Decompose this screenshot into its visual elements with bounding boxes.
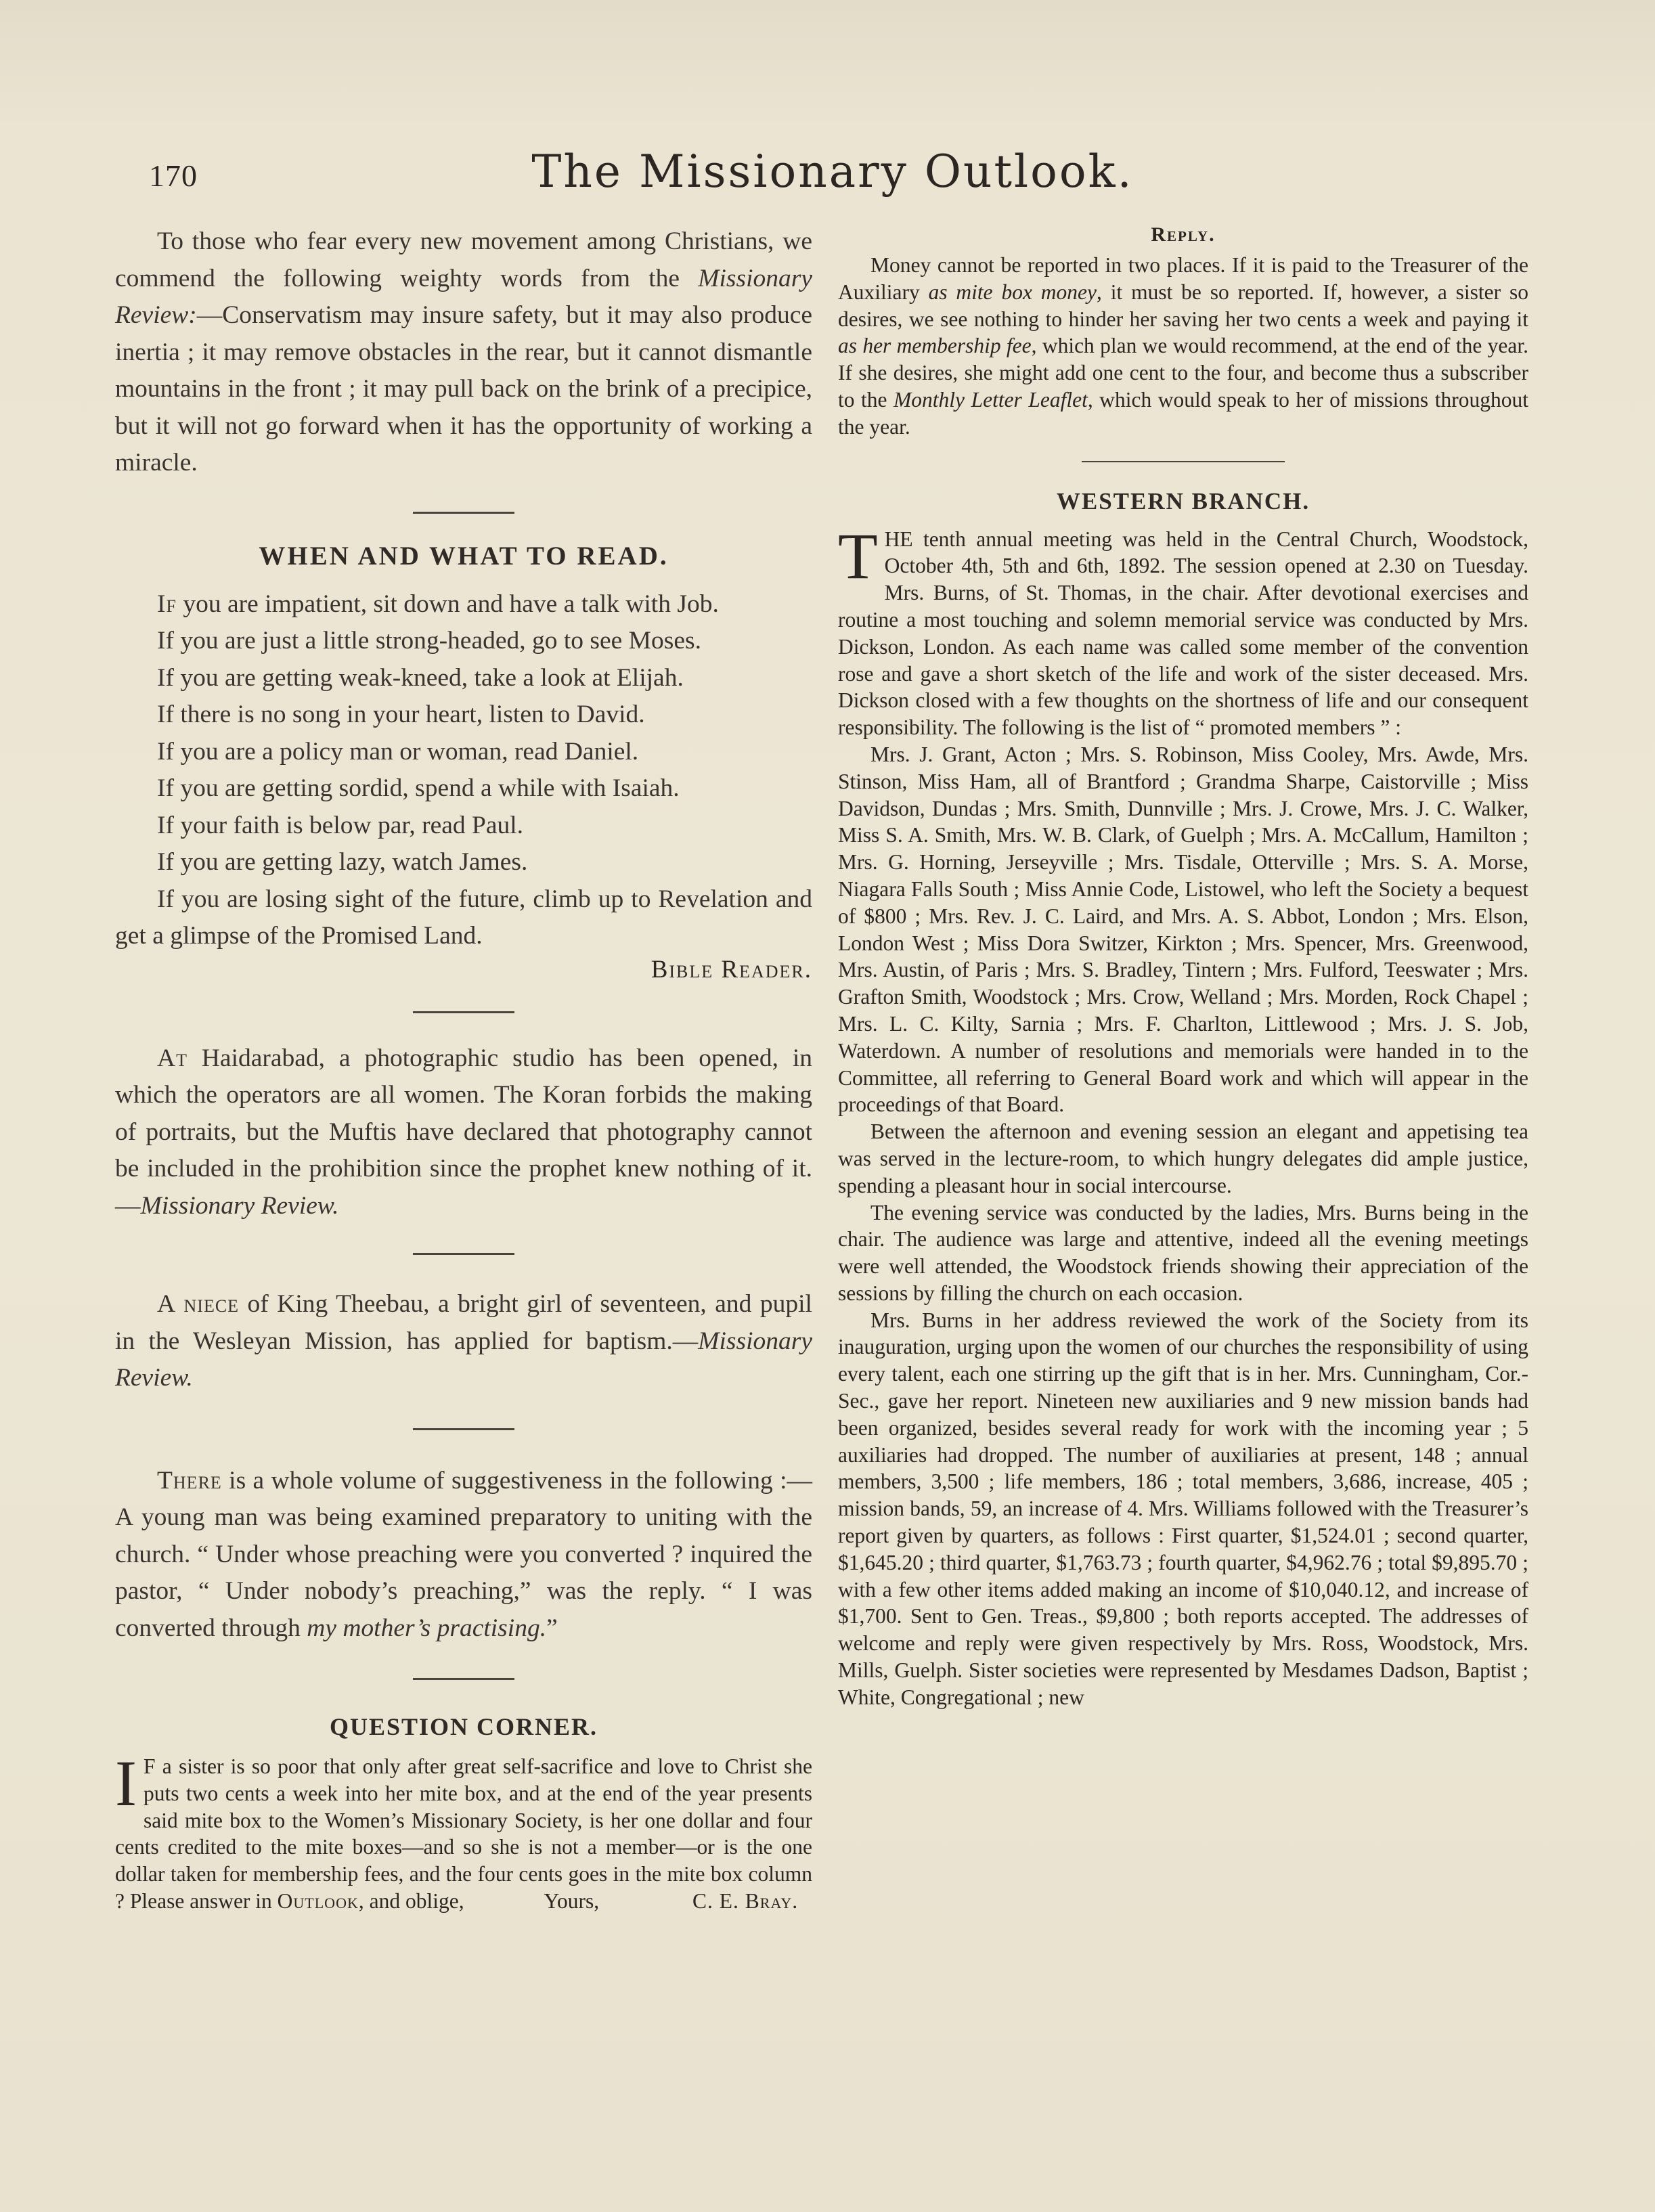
- when-what-line: If you are getting sordid, spend a while with Isaiah.: [157, 774, 680, 802]
- suggestive-close: ”: [546, 1614, 558, 1642]
- reply-text: , which would speak to her of missions throughout the year.: [838, 387, 1528, 439]
- intro-text-before: To those who fear every new movement among Christians, we commend the following weighty words from the: [115, 227, 812, 292]
- reply-text: , it must be so reported. If, however, a sister so desires, we see nothing to hinder her saving her two cents a week and paying it: [838, 280, 1528, 331]
- section-rule: [413, 1011, 514, 1013]
- page-number: 170: [149, 158, 198, 193]
- suggestive-text: is a whole volume of suggestiveness in the following :—A young man was being examined preparatory to uniting with the church. “ Under whose preaching were you converted ? inquired the pastor, “ Under nobody’s preaching,” was the reply. “ I was converted through: [115, 1466, 812, 1642]
- reply-heading: Reply.: [1151, 223, 1216, 246]
- reply-paragraph: [838, 252, 1528, 441]
- when-what-line: If you are getting weak-kneed, take a look at Elijah.: [157, 663, 684, 692]
- suggestiveness-paragraph: [115, 1463, 812, 1647]
- western-paragraph: HE tenth annual meeting was held in the Central Church, Woodstock, October 4th, 5th and 6th, 1892. The session opened at 2.30 on Tuesday. Mrs. Burns, of St. Thomas, in the chair. After devotional exercises and routine a most touching and solemn memorial service was conducted by Mrs. Dickson, London. As each name was called some member of the convention rose and gave a short sketch of the life and work of the sister deceased. Mrs. Dickson closed with a few thoughts on the shortness of life and our consequent responsibility. The following is the list of “ promoted members ” :: [838, 527, 1528, 740]
- theebau-paragraph: [115, 1286, 812, 1397]
- western-branch-body: [838, 519, 1528, 1711]
- question-corner-heading: QUESTION CORNER.: [329, 1713, 598, 1740]
- when-what-line: If there is no song in your heart, listen to David.: [157, 701, 645, 728]
- intro-paragraph: [115, 223, 812, 482]
- when-what-line: [115, 586, 812, 623]
- western-paragraph: Mrs. Burns in her address reviewed the work of the Society from its inauguration, urging upon the women of our churches the responsibility of using every talent, each one stirring up the gift that is in her. Mrs. Cunningham, Cor.-Sec., gave her report. Nineteen new auxiliaries and 9 new mission bands had been organized, besides several ready for work with the incoming year ; 5 auxiliaries had dropped. The number of auxiliaries at present, 148 ; annual members, 3,500 ; life members, 186 ; total members, 3,686, increase, 405 ; mission bands, 59, an increase of 4. Mrs. Williams followed with the Treasurer’s report given by quarters, as follows : First quarter, $1,524.01 ; second quarter, $1,645.20 ; third quarter, $1,763.73 ; fourth quarter, $4,962.76 ; total $9,895.70 ; with a few other items added making an income of $10,040.12, and increase of $1,700. Sent to Gen. Treas., $9,800 ; both reports accepted. The addresses of welcome and reply were given respectively by Mrs. Ross, Woodstock, Mrs. Mills, Guelph. Sister societies were represented by Mesdames Dadson, Baptist ; White, Congregational ; new: [838, 1308, 1528, 1709]
- reply-text: Money cannot be reported in two places. If it is paid to the Treasurer of the Auxiliary: [838, 253, 1528, 304]
- haidarabad-lead: At: [157, 1044, 187, 1072]
- intro-source: Missionary Review:: [115, 264, 812, 329]
- line-lead: If: [157, 590, 177, 618]
- bible-reader-signature: Bible Reader.: [650, 955, 812, 983]
- when-what-list: [115, 586, 812, 984]
- journal-title: The Missionary Outlook.: [531, 146, 1134, 198]
- section-rule: [413, 1253, 514, 1255]
- when-what-line: If your faith is below par, read Paul.: [157, 811, 524, 839]
- western-paragraph: Mrs. J. Grant, Acton ; Mrs. S. Robinson, Miss Cooley, Mrs. Awde, Mrs. Stinson, Miss Ham, all of Brantford ; Grandma Sharpe, Caistorville ; Miss Davidson, Dundas ; Mrs. Smith, Dunnville ; Mrs. J. Crowe, Mrs. J. C. Walker, Miss S. A. Smith, Mrs. W. B. Clark, of Guelph ; Mrs. A. McCallum, Hamilton ; Mrs. G. Horning, Jerseyville ; Mrs. Tisdale, Otterville ; Mrs. S. A. Morse, Niagara Falls South ; Miss Annie Code, Listowel, who left the Society a bequest of $800 ; Mrs. Rev. J. C. Laird, and Mrs. A. S. Abbot, London ; Mrs. Elson, London West ; Miss Dora Switzer, Kirkton ; Mrs. Spencer, Mrs. Greenwood, Mrs. Austin, of Paris ; Mrs. S. Bradley, Tintern ; Mrs. Fulford, Teeswater ; Mrs. Grafton Smith, Woodstock ; Mrs. Crow, Welland ; Mrs. Morden, Rock Chapel ; Mrs. L. C. Kilty, Sarnia ; Mrs. F. Charlton, Littlewood ; Mrs. J. S. Job, Waterdown. A number of resolutions and memorials were handed in to the Committee, all referring to General Board work and which will appear in the proceedings of that Board.: [838, 742, 1528, 1117]
- question-dropcap: I: [115, 1747, 137, 1819]
- when-what-line: If you are getting lazy, watch James.: [157, 848, 528, 876]
- reply-italic: Monthly Letter Leaflet: [893, 387, 1088, 412]
- section-rule: [413, 1678, 514, 1680]
- right-column: [838, 223, 1528, 1711]
- theebau-source: Missionary Review.: [115, 1327, 812, 1392]
- intro-text-after: —Conservatism may insure safety, but it may also produce inertia ; it may remove obstacles in the rear, but it cannot dismantle mountains in the front ; it may pull back on the brink of a precipice, but it will not go forward when it has the opportunity of working a miracle.: [115, 301, 812, 477]
- question-corner-body: [115, 1747, 812, 1915]
- left-column: [115, 223, 812, 1915]
- theebau-lead: A niece: [157, 1290, 240, 1318]
- running-head: [135, 146, 1530, 206]
- question-yours: Yours,: [544, 1888, 600, 1913]
- when-what-heading: WHEN AND WHAT TO READ.: [259, 541, 669, 571]
- haidarabad-source: Missionary Review.: [140, 1191, 339, 1220]
- reply-italic: as mite box money: [928, 280, 1097, 304]
- theebau-text: of King Theebau, a bright girl of seventeen, and pupil in the Wesleyan Mission, has applied for baptism.—: [115, 1290, 812, 1355]
- suggestive-italic: my mother’s practising.: [307, 1614, 547, 1642]
- outlook-name: Outlook: [277, 1888, 359, 1913]
- when-what-line: If you are a policy man or woman, read Daniel.: [157, 737, 639, 766]
- haidarabad-paragraph: [115, 1040, 812, 1225]
- when-what-line: If you are losing sight of the future, climb up to Revelation and get a glimpse of the Promised Land.: [115, 885, 812, 950]
- western-paragraph: Between the afternoon and evening session an elegant and appetising tea was served in the lecture-room, to which hungry delegates did ample justice, spending a pleasant hour in social intercourse.: [838, 1120, 1528, 1197]
- western-paragraph: The evening service was conducted by the ladies, Mrs. Burns being in the chair. The audience was large and attentive, indeed all the evening meetings were well attended, the Woodstock friends showing their appreciation of the sessions by filling the church on each occasion.: [838, 1200, 1528, 1305]
- section-rule: [1082, 461, 1285, 462]
- reply-italic: as her membership fee: [838, 334, 1032, 358]
- when-what-line: If you are just a little strong-headed, go to see Moses.: [157, 627, 701, 655]
- line-rest: you are impatient, sit down and have a talk with Job.: [176, 590, 719, 618]
- suggestive-lead: There: [157, 1466, 222, 1495]
- section-rule: [413, 1428, 514, 1430]
- question-signer: C. E. Bray.: [692, 1888, 799, 1913]
- western-dropcap: T: [838, 519, 878, 592]
- section-rule: [413, 512, 514, 514]
- reply-text: , which plan we would recommend, at the end of the year. If she desires, she might add one cent to the four, and become thus a subscriber to the: [838, 334, 1528, 412]
- western-branch-heading: WESTERN BRANCH.: [1056, 487, 1310, 514]
- question-body: F a sister is so poor that only after great self-sacrifice and love to Christ she puts two cents a week into her mite box, and at the end of the year presents said mite box to the Women’s Missionary Society, is her one dollar and four cents credited to the mite boxes—and so she is not a member—or is the one dollar taken for membership fees, and the four cents goes in the mite box column ? Please answer in: [115, 1754, 812, 1913]
- question-text: [115, 1747, 812, 1915]
- question-oblige: , and oblige,: [358, 1888, 464, 1913]
- haidarabad-text: Haidarabad, a photographic studio has been opened, in which the operators are all women. The Koran forbids the making of portraits, but the Muftis have declared that photography cannot be included in the prohibition since the prophet knew nothing of it.—: [115, 1044, 812, 1220]
